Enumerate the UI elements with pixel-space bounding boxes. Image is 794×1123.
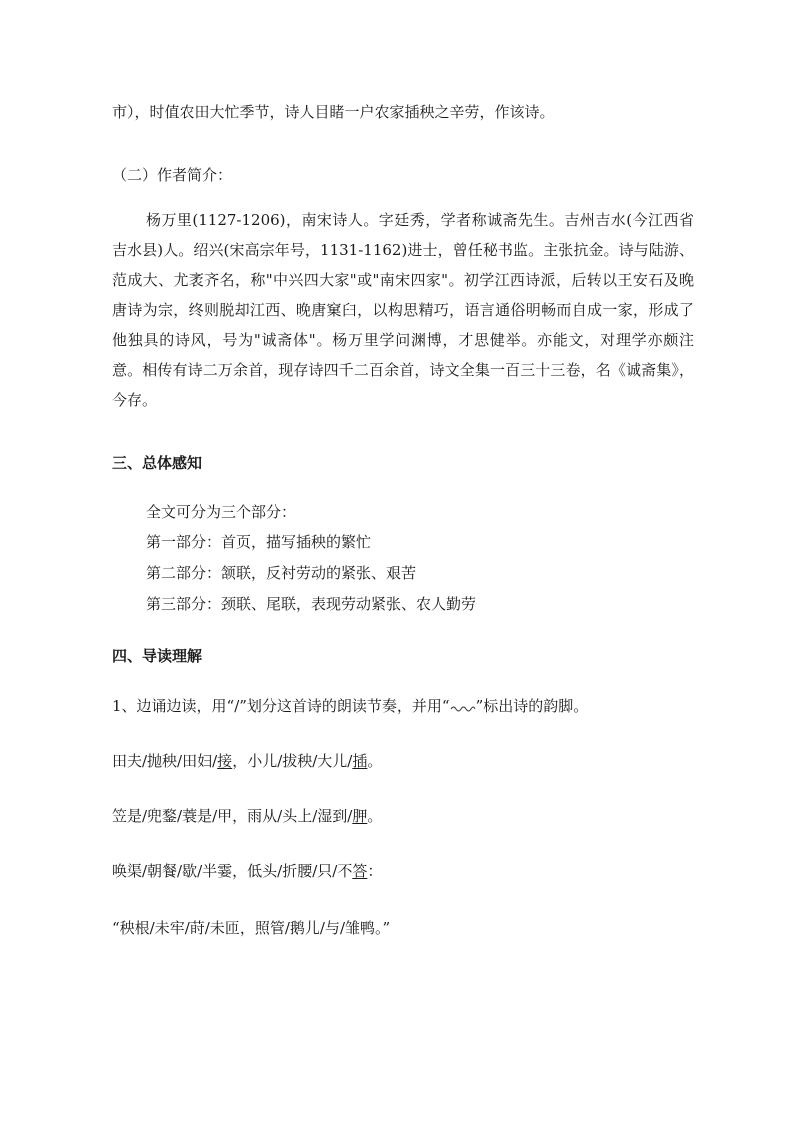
poem-line-4: “秧根/未牢/莳/未匝，照管/鹅儿/与/雏鸭。”	[112, 919, 391, 937]
author-heading: （二）作者简介：	[112, 166, 233, 184]
task-1-text-b: ”标出诗的韵脚。	[475, 697, 589, 715]
overview-part-1: 第一部分：首页，描写插秧的繁忙	[146, 533, 372, 551]
author-paragraph: 杨万里(1127-1206)，南宋诗人。字廷秀，学者称诚斋先生。吉州吉水(今江西省吉水县)人。绍兴(宋高宗年号，1131-1162)进士，曾任秘书监。主张抗金。诗与陆游、范成大、尤袤齐名，称"中兴四大家"或"南宋四家"。初学江西诗派，后转以王安石及晚唐诗为宗，终则脱却江西、晚唐窠臼，以构思精巧，语言通俗明畅而自成一家，形成了他独具的诗风，号为"诚斋体"。杨万里学问渊博，才思健举。亦能文，对理学亦颇注意。相传有诗二万余首，现存诗四千二百余首，诗文全集一百三十三卷，名《诚斋集》，今存。	[112, 211, 694, 409]
poem-line-1: 田夫/抛秧/田妇/接，小儿/拔秧/大儿/插。	[112, 752, 383, 770]
overview-part-3: 第三部分：颈联、尾联，表现劳动紧张、农人勤劳	[146, 595, 477, 613]
task-1-text-a: 1、边诵边读，用“/”划分这首诗的朗读节奏，并用“	[112, 697, 450, 715]
rhyme-mark: 插	[352, 752, 368, 770]
section-3-heading: 三、总体感知	[112, 454, 203, 472]
rhyme-mark: 胛	[352, 807, 368, 825]
poem-line-2: 笠是/兜鍪/蓑是/甲，雨从/头上/湿到/胛。	[112, 807, 383, 825]
section-4-heading: 四、导读理解	[112, 647, 203, 665]
rhyme-mark: 接	[217, 752, 233, 770]
overview-part-2: 第二部分：颔联，反衬劳动的紧张、艰苦	[146, 564, 417, 582]
rhyme-mark: 答	[352, 862, 368, 880]
poem-line-3: 唤渠/朝餐/歇/半霎，低头/折腰/只/不答：	[112, 862, 383, 880]
overview-intro: 全文可分为三个部分：	[146, 503, 297, 521]
wavy-underline-mark	[450, 698, 476, 708]
background-continuation: 市），时值农田大忙季节，诗人目睹一户农家插秧之辛劳，作该诗。	[112, 103, 555, 121]
task-1	[112, 696, 588, 716]
